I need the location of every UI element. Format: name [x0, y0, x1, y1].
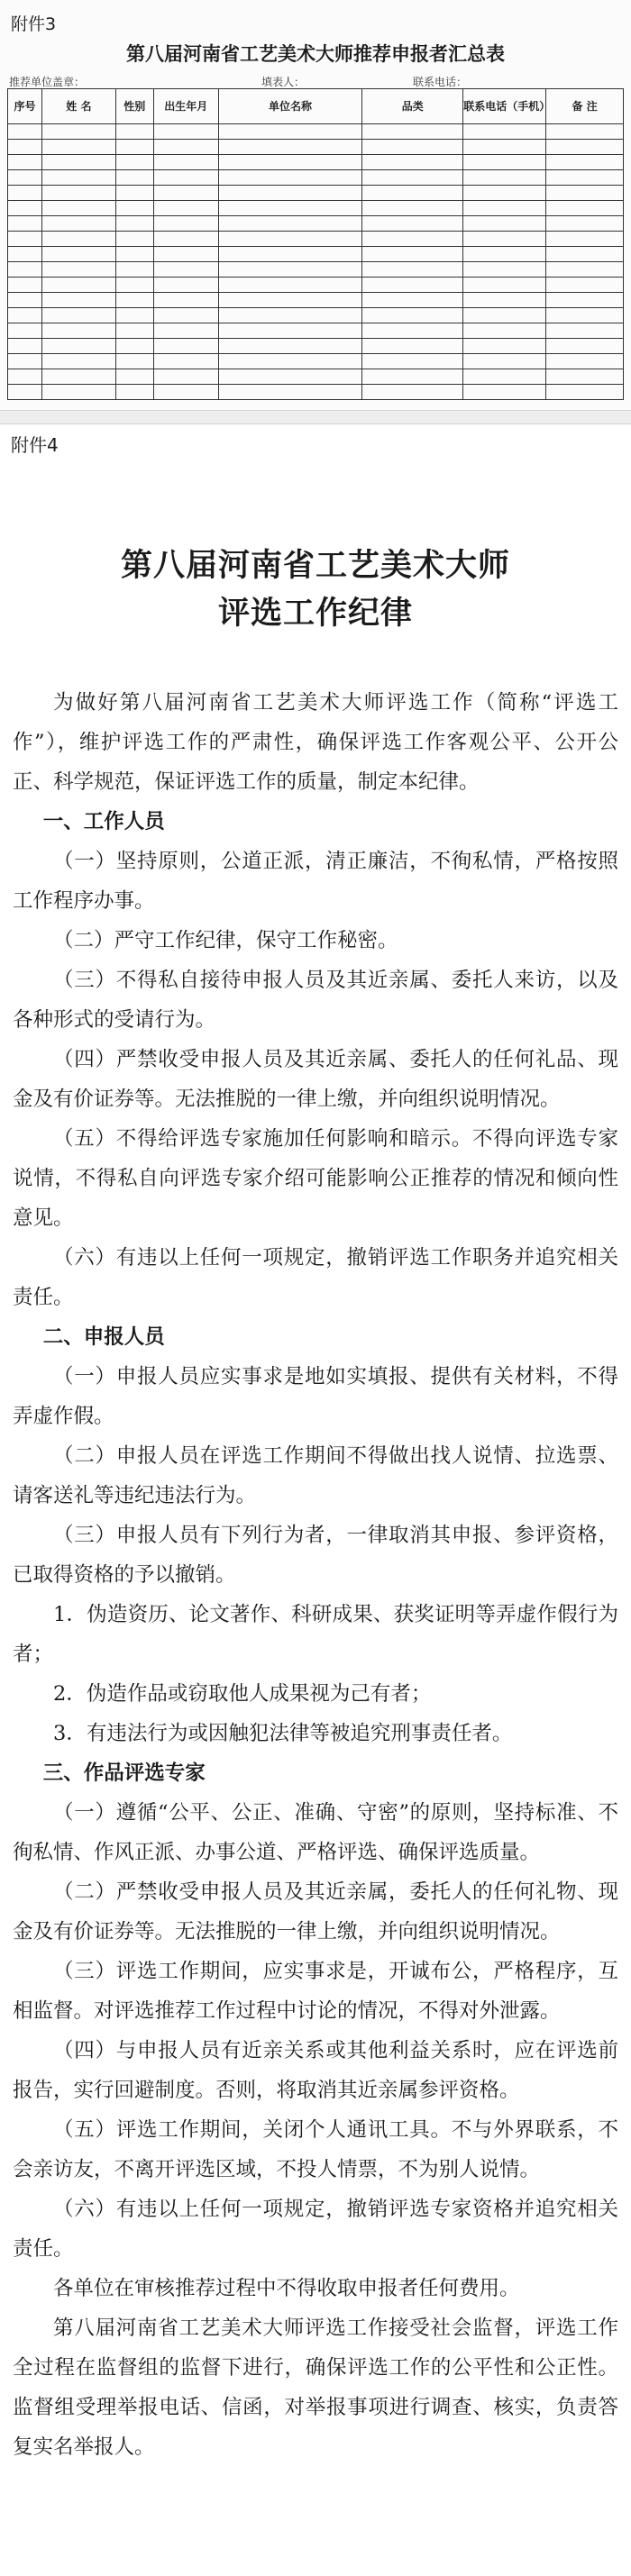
- table-cell: [546, 247, 624, 262]
- table-cell: [115, 354, 153, 369]
- paragraph: （三）不得私自接待申报人员及其近亲属、委托人来访，以及各种形式的受请行为。: [13, 969, 618, 1032]
- table-cell: [218, 323, 362, 339]
- table-cell: [153, 278, 218, 293]
- table-cell: [546, 201, 624, 216]
- table-row: [8, 155, 624, 170]
- filler-label: 填表人：: [261, 76, 306, 88]
- table-cell: [8, 369, 42, 385]
- table-header-cell: 单位名称: [218, 89, 362, 124]
- table-row: [8, 369, 624, 385]
- table-cell: [8, 323, 42, 339]
- table-cell: [362, 339, 463, 354]
- table-cell: [115, 140, 153, 155]
- table-cell: [115, 201, 153, 216]
- table-cell: [463, 354, 546, 369]
- table-cell: [115, 124, 153, 140]
- table-cell: [153, 354, 218, 369]
- table-row: [8, 186, 624, 201]
- table-header-cell: 姓 名: [41, 89, 115, 124]
- table-cell: [8, 140, 42, 155]
- table-row: [8, 308, 624, 323]
- table-cell: [153, 140, 218, 155]
- table-header-cell: 品类: [362, 89, 463, 124]
- paragraph: （三）申报人员有下列行为者，一律取消其申报、参评资格，已取得资格的予以撤销。: [13, 1524, 618, 1587]
- table-cell: [153, 247, 218, 262]
- table-cell: [218, 339, 362, 354]
- table-header-cell: 备 注: [546, 89, 624, 124]
- table-cell: [41, 339, 115, 354]
- table-cell: [362, 323, 463, 339]
- table-cell: [463, 155, 546, 170]
- table-cell: [463, 186, 546, 201]
- table-cell: [153, 216, 218, 232]
- table-header-cell: 出生年月: [153, 89, 218, 124]
- paragraph: 为做好第八届河南省工艺美术大师评选工作（简称“评选工作”），维护评选工作的严肃性，确保评选工作客观公平、公开公正、科学规范，保证评选工作的质量，制定本纪律。: [13, 691, 618, 794]
- table-cell: [8, 339, 42, 354]
- table-cell: [8, 186, 42, 201]
- summary-table: [7, 88, 624, 400]
- table-cell: [115, 308, 153, 323]
- table-row: [8, 201, 624, 216]
- table-row: [8, 278, 624, 293]
- table-cell: [546, 155, 624, 170]
- table-cell: [41, 186, 115, 201]
- table-cell: [115, 339, 153, 354]
- table-row: [8, 323, 624, 339]
- table-cell: [41, 262, 115, 278]
- table-row: [8, 216, 624, 232]
- table-cell: [41, 354, 115, 369]
- table-cell: [41, 140, 115, 155]
- table-cell: [218, 354, 362, 369]
- table-cell: [8, 232, 42, 247]
- table-cell: [546, 170, 624, 186]
- attachment3-title: 第八届河南省工艺美术大师推荐申报者汇总表: [126, 42, 505, 65]
- phone-label: 联系电话：: [413, 76, 468, 88]
- paragraph: （一）申报人员应实事求是地如实填报、提供有关材料，不得弄虚作假。: [13, 1365, 618, 1428]
- table-cell: [8, 385, 42, 400]
- table-row: [8, 140, 624, 155]
- paragraph: （四）与申报人员有近亲关系或其他利益关系时，应在评选前报告，实行回避制度。否则，将取消其近亲属参评资格。: [13, 2039, 618, 2102]
- table-cell: [218, 385, 362, 400]
- table-cell: [115, 216, 153, 232]
- paragraph: （五）评选工作期间，关闭个人通讯工具。不与外界联系，不会亲访友，不离开评选区域，不投人情票，不为别人说情。: [13, 2118, 618, 2181]
- table-cell: [41, 201, 115, 216]
- table-cell: [463, 232, 546, 247]
- table-cell: [546, 216, 624, 232]
- table-cell: [41, 293, 115, 308]
- attachment3-section: [0, 0, 631, 410]
- table-cell: [8, 155, 42, 170]
- table-cell: [8, 278, 42, 293]
- table-row: [8, 293, 624, 308]
- table-row: [8, 232, 624, 247]
- section-heading: 二、申报人员: [42, 1325, 165, 1349]
- table-cell: [546, 339, 624, 354]
- table-cell: [546, 140, 624, 155]
- table-cell: [41, 369, 115, 385]
- table-cell: [362, 247, 463, 262]
- table-cell: [218, 369, 362, 385]
- table-cell: [546, 186, 624, 201]
- table-cell: [41, 247, 115, 262]
- table-header-cell: 性别: [115, 89, 153, 124]
- paragraph: （二）严守工作纪律，保守工作秘密。: [53, 929, 398, 952]
- table-cell: [8, 124, 42, 140]
- table-cell: [41, 278, 115, 293]
- table-cell: [115, 369, 153, 385]
- table-cell: [41, 216, 115, 232]
- table-cell: [8, 170, 42, 186]
- table-cell: [115, 323, 153, 339]
- table-cell: [41, 385, 115, 400]
- table-cell: [8, 216, 42, 232]
- table-cell: [115, 247, 153, 262]
- paragraph: （三）评选工作期间，应实事求是，开诚布公，严格程序，互相监督。对评选推荐工作过程中讨论的情况，不得对外泄露。: [13, 1960, 618, 2023]
- table-row: [8, 170, 624, 186]
- table-cell: [546, 308, 624, 323]
- table-cell: [153, 124, 218, 140]
- table-cell: [463, 124, 546, 140]
- table-cell: [463, 262, 546, 278]
- table-cell: [153, 186, 218, 201]
- table-cell: [362, 293, 463, 308]
- table-cell: [153, 308, 218, 323]
- table-cell: [218, 293, 362, 308]
- table-cell: [463, 339, 546, 354]
- table-cell: [115, 293, 153, 308]
- table-cell: [153, 323, 218, 339]
- table-cell: [153, 155, 218, 170]
- table-cell: [463, 278, 546, 293]
- table-cell: [463, 369, 546, 385]
- table-cell: [153, 262, 218, 278]
- paragraph: （二）申报人员在评选工作期间不得做出找人说情、拉选票、请客送礼等违纪违法行为。: [13, 1444, 618, 1507]
- table-cell: [115, 155, 153, 170]
- table-cell: [463, 201, 546, 216]
- table-row: [8, 124, 624, 140]
- table-cell: [153, 293, 218, 308]
- table-cell: [362, 385, 463, 400]
- section-heading: 一、工作人员: [42, 810, 165, 833]
- table-header-row: [8, 89, 624, 124]
- table-cell: [153, 201, 218, 216]
- table-cell: [8, 247, 42, 262]
- paragraph: 2．伪造作品或窃取他人成果视为己有者；: [53, 1682, 432, 1706]
- table-body: [8, 124, 624, 400]
- table-cell: [218, 262, 362, 278]
- table-cell: [115, 186, 153, 201]
- paragraph: （一）坚持原则，公道正派，清正廉洁，不徇私情，严格按照工作程序办事。: [13, 850, 618, 913]
- paragraph: 1．伪造资历、论文著作、科研成果、获奖证明等弄虚作假行为者；: [13, 1603, 618, 1666]
- table-cell: [153, 385, 218, 400]
- unit-seal-label: 推荐单位盖章：: [9, 76, 86, 88]
- table-cell: [115, 262, 153, 278]
- section-heading: 三、作品评选专家: [42, 1761, 206, 1785]
- table-cell: [362, 232, 463, 247]
- table-cell: [41, 308, 115, 323]
- table-cell: [362, 140, 463, 155]
- table-cell: [546, 262, 624, 278]
- table-row: [8, 385, 624, 400]
- table-cell: [362, 308, 463, 323]
- table-cell: [362, 216, 463, 232]
- paragraph: 3．有违法行为或因触犯法律等被追究刑事责任者。: [53, 1722, 513, 1745]
- table-cell: [41, 232, 115, 247]
- table-cell: [218, 232, 362, 247]
- table-cell: [546, 369, 624, 385]
- table-row: [8, 339, 624, 354]
- table-cell: [362, 201, 463, 216]
- table-cell: [8, 262, 42, 278]
- document-title-line1: 第八届河南省工艺美术大师: [120, 547, 510, 584]
- table-cell: [546, 232, 624, 247]
- table-cell: [41, 124, 115, 140]
- table-cell: [546, 385, 624, 400]
- table-cell: [362, 369, 463, 385]
- table-cell: [362, 354, 463, 369]
- table-cell: [362, 278, 463, 293]
- table-cell: [546, 354, 624, 369]
- paragraph: （二）严禁收受申报人员及其近亲属，委托人的任何礼物、现金及有价证券等。无法推脱的一律上缴，并向组织说明情况。: [13, 1880, 618, 1943]
- table-cell: [8, 201, 42, 216]
- table-cell: [218, 247, 362, 262]
- table-cell: [463, 216, 546, 232]
- table-cell: [362, 262, 463, 278]
- table-cell: [41, 323, 115, 339]
- table-cell: [463, 385, 546, 400]
- table-cell: [41, 170, 115, 186]
- table-cell: [41, 155, 115, 170]
- table-cell: [218, 170, 362, 186]
- paragraph: （四）严禁收受申报人员及其近亲属、委托人的任何礼品、现金及有价证券等。无法推脱的一律上缴，并向组织说明情况。: [13, 1048, 618, 1111]
- table-cell: [546, 124, 624, 140]
- table-row: [8, 354, 624, 369]
- table-cell: [153, 170, 218, 186]
- table-cell: [362, 155, 463, 170]
- table-cell: [115, 232, 153, 247]
- table-cell: [218, 140, 362, 155]
- table-cell: [8, 308, 42, 323]
- table-cell: [153, 339, 218, 354]
- table-cell: [463, 293, 546, 308]
- table-cell: [546, 293, 624, 308]
- table-cell: [8, 293, 42, 308]
- table-cell: [463, 323, 546, 339]
- section-divider: [0, 410, 631, 424]
- paragraph: （六）有违以上任何一项规定，撤销评选工作职务并追究相关责任。: [13, 1246, 618, 1309]
- table-cell: [153, 369, 218, 385]
- table-cell: [546, 323, 624, 339]
- table-cell: [218, 278, 362, 293]
- attachment3-label: 附件3: [11, 14, 57, 34]
- table-cell: [153, 232, 218, 247]
- table-cell: [463, 247, 546, 262]
- table-cell: [115, 278, 153, 293]
- table-cell: [463, 140, 546, 155]
- table-cell: [463, 170, 546, 186]
- paragraph: （五）不得给评选专家施加任何影响和暗示。不得向评选专家说情，不得私自向评选专家介绍可能影响公正推荐的情况和倾向性意见。: [13, 1127, 618, 1230]
- table-cell: [218, 216, 362, 232]
- table-cell: [546, 278, 624, 293]
- table-cell: [218, 308, 362, 323]
- paragraph: 各单位在审核推荐过程中不得收取申报者任何费用。: [53, 2277, 520, 2300]
- table-cell: [115, 170, 153, 186]
- paragraph: （六）有违以上任何一项规定，撤销评选专家资格并追究相关责任。: [13, 2198, 618, 2261]
- attachment4-label: 附件4: [11, 434, 59, 456]
- table-row: [8, 262, 624, 278]
- table-cell: [115, 385, 153, 400]
- table-cell: [362, 124, 463, 140]
- table-row: [8, 247, 624, 262]
- table-cell: [8, 354, 42, 369]
- table-cell: [362, 186, 463, 201]
- paragraph: 第八届河南省工艺美术大师评选工作接受社会监督，评选工作全过程在监督组的监督下进行，确保评选工作的公平性和公正性。监督组受理举报电话、信函，对举报事项进行调查、核实，负责答复实名举报人。: [13, 2317, 618, 2459]
- table-header-cell: 联系电话（手机）: [463, 89, 546, 124]
- table-header-cell: 序号: [8, 89, 42, 124]
- table-cell: [218, 155, 362, 170]
- document-body: [13, 683, 618, 2467]
- paragraph: （一）遵循“公平、公正、准确、守密”的原则，坚持标准、不徇私情、作风正派、办事公道、严格评选、确保评选质量。: [13, 1801, 618, 1864]
- table-cell: [218, 201, 362, 216]
- table-cell: [218, 124, 362, 140]
- document-title-line2: 评选工作纪律: [217, 595, 413, 632]
- table-cell: [463, 308, 546, 323]
- table-cell: [362, 170, 463, 186]
- table-cell: [218, 186, 362, 201]
